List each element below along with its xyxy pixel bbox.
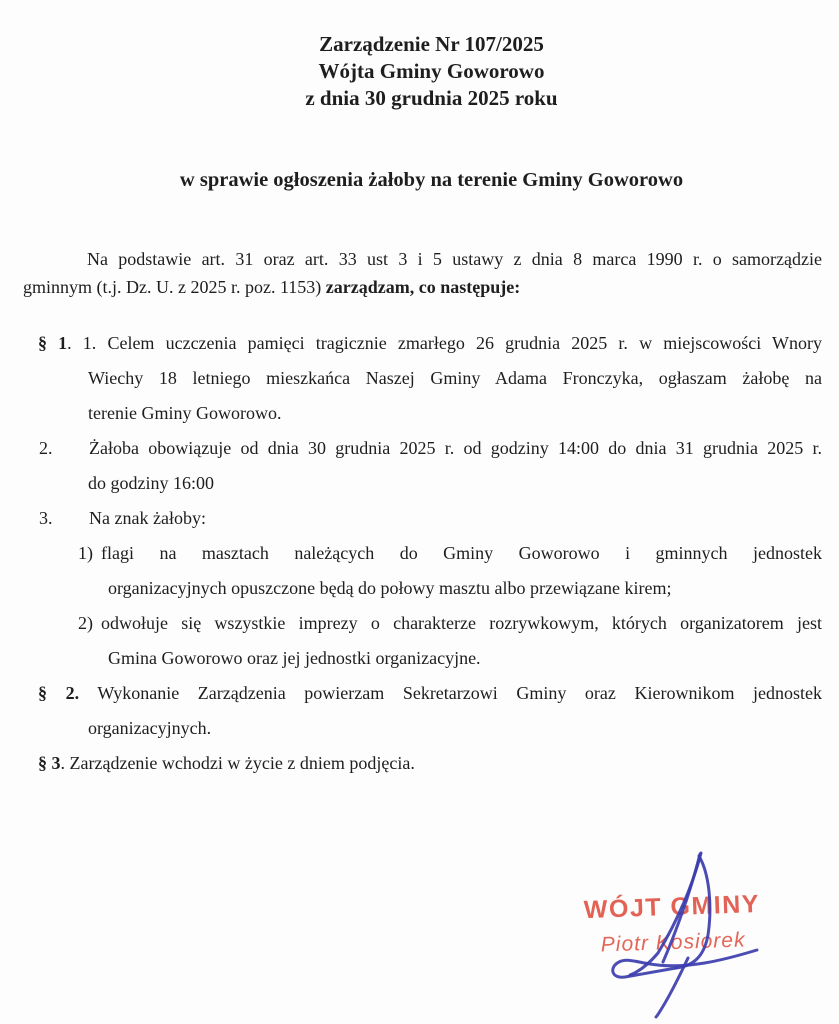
- ordain-clause-bold: zarządzam, co następuje:: [325, 277, 521, 297]
- stamp-signer-name: Piotr Kosiorek: [600, 928, 746, 957]
- section-1-marker: § 1: [38, 333, 68, 353]
- body-line-par1-cont: Wiechy 18 letniego mieszkańca Naszej Gminy Adama Fronczyka, ogłaszam żałobę na: [88, 368, 822, 388]
- list-number: 3.: [39, 508, 53, 528]
- sublist-number: 1): [78, 543, 93, 563]
- mayor-stamp: [559, 889, 786, 959]
- body-line-sub2: 2) odwołuje się wszystkie imprezy o charakterze rozrywkowym, których organizatorem jest: [78, 606, 822, 641]
- legal-basis-line-2: gminnym (t.j. Dz. U. z 2025 r. poz. 1153) zarządzam, co następuje:: [23, 277, 521, 297]
- legal-basis-line-1: Na podstawie art. 31 oraz art. 33 ust 3 i 5 ustawy z dnia 8 marca 1990 r. o samorządzie: [87, 249, 822, 269]
- ordinance-body: [23, 326, 822, 781]
- header-line-date: z dnia 30 grudnia 2025 roku: [305, 86, 558, 110]
- header-line-issuer: Wójta Gminy Goworowo: [318, 59, 545, 83]
- document-header: [12, 31, 839, 112]
- body-line-item2: 2. Żałoba obowiązuje od dnia 30 grudnia 2025 r. od godziny 14:00 do dnia 31 grudnia 2025 r.: [39, 431, 822, 466]
- body-line-item3: 3. Na znak żałoby:: [39, 501, 822, 536]
- body-line-par2: § 2. Wykonanie Zarządzenia powierzam Sekretarzowi Gminy oraz Kierownikom jednostek: [38, 683, 822, 703]
- list-number: 2.: [39, 438, 53, 458]
- header-line-ordinance-number: Zarządzenie Nr 107/2025: [319, 32, 544, 56]
- section-3-marker: § 3: [38, 753, 61, 773]
- body-line-sub2-cont: Gmina Goworowo oraz jej jednostki organizacyjne.: [108, 648, 481, 668]
- body-line-item2-cont: do godziny 16:00: [88, 473, 214, 493]
- sublist-number: 2): [78, 613, 93, 633]
- document-subject: w sprawie ogłoszenia żałoby na terenie Gminy Goworowo: [179, 169, 684, 191]
- body-line-par2-cont: organizacyjnych.: [88, 718, 212, 738]
- stamp-title: WÓJT GMINY: [583, 889, 761, 925]
- body-line-sub1: 1) flagi na masztach należących do Gminy Goworowo i gminnych jednostek: [78, 536, 822, 571]
- body-line-par1: § 1. 1. Celem uczczenia pamięci tragicznie zmarłego 26 grudnia 2025 r. w miejscowości Wnory: [38, 333, 823, 353]
- section-2-marker: § 2.: [38, 683, 80, 703]
- body-line-sub1-cont: organizacyjnych opuszczone będą do połowy masztu albo przewiązane kirem;: [108, 578, 672, 598]
- body-line-par1-cont2: terenie Gminy Goworowo.: [88, 403, 282, 423]
- body-line-par3: § 3. Zarządzenie wchodzi w życie z dniem podjęcia.: [38, 753, 415, 773]
- legal-basis-paragraph: [23, 245, 822, 301]
